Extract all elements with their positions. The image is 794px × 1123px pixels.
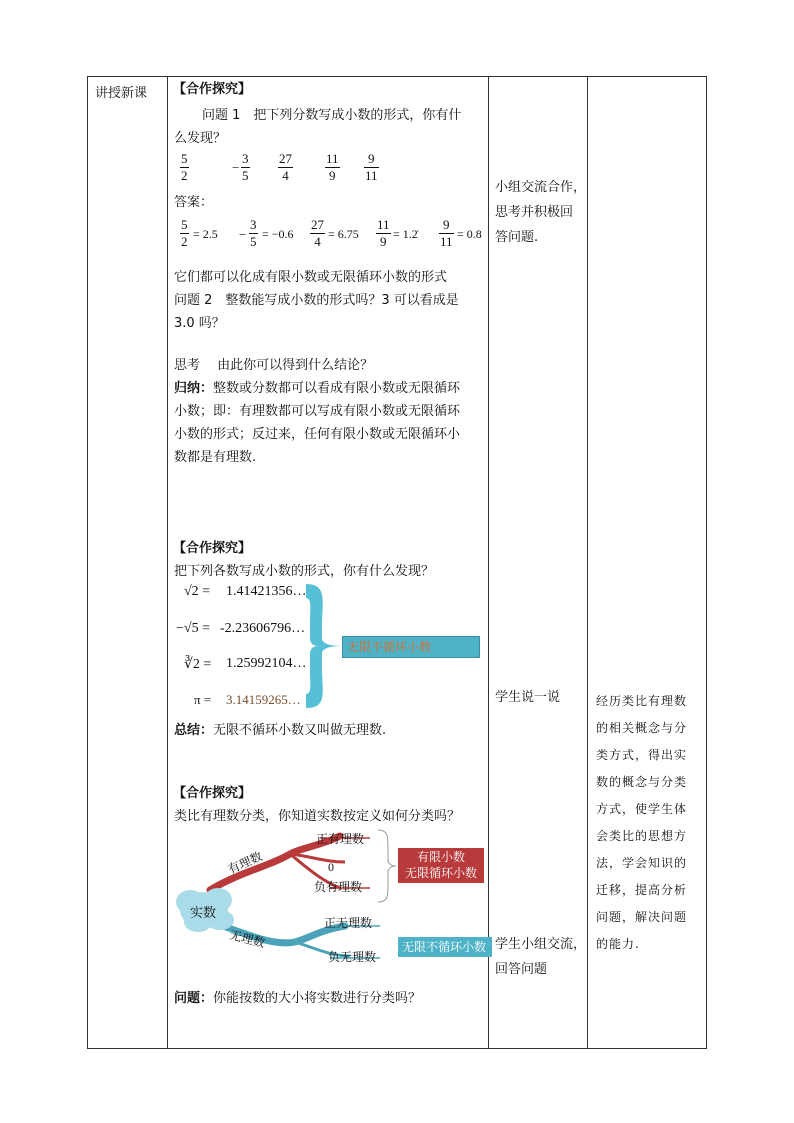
final-question-text: 你能按数的大小将实数进行分类吗？ (213, 991, 422, 1006)
design-intent-line: 数的概念与分类 (596, 775, 688, 789)
irrational-expr: π = (194, 692, 212, 707)
design-intent-line: 法，学会知识的 (596, 856, 688, 870)
conclusion-line4: 数都是有理数. (174, 450, 257, 465)
leaf-pos-irrational: 正无理数 (324, 916, 373, 930)
irrational-value: 1.41421356… (226, 584, 307, 599)
design-intent-line: 问题，解决问题 (596, 910, 688, 924)
table-top-border (87, 76, 707, 77)
conclusion-line3: 小数的形式；反过来，任何有限小数或无限循环小 (174, 427, 461, 442)
irrational-value: 3.14159265… (226, 692, 301, 707)
activity1-line3: 答问题. (495, 230, 539, 245)
section3-prompt: 类比有理数分类，你知道实数按定义如何分类吗？ (174, 809, 461, 824)
section1-heading: 【合作探究】 (173, 82, 252, 97)
branch-label-irrational: 无理数 (228, 927, 267, 951)
irrational-value: 1.25992104… (226, 656, 307, 671)
activity3-line2: 回答问题 (495, 962, 548, 977)
final-question-label: 问题： (174, 991, 214, 1006)
rational-box-line1: 有限小数 (416, 850, 465, 864)
leaf-neg-rational: 负有理数 (314, 880, 363, 894)
answer-result: = 6.75 (328, 227, 359, 241)
col-divider-1 (167, 76, 168, 1049)
design-intent-line: 经历类比有理数 (596, 694, 688, 708)
fraction: 3 5 (242, 151, 249, 183)
fraction: 5 2 (181, 151, 188, 183)
table-right-border (706, 76, 707, 1049)
cloud-label-real: 实数 (190, 906, 217, 921)
activity3-line1: 学生小组交流， (495, 937, 587, 952)
conclusion-line1 (174, 377, 460, 396)
branch-label-rational: 有理数 (225, 849, 265, 877)
rational-box-line2: 无限循环小数 (404, 866, 477, 880)
think-prompt: 思考 由此你可以得到什么结论？ (174, 358, 374, 373)
question1-line1: 问题 1 把下列分数写成小数的形式，你有什 (202, 108, 462, 123)
col-divider-3 (587, 76, 588, 1049)
design-intent-line: 类方式，得出实 (596, 748, 688, 762)
conclusion-label: 归纳： (174, 381, 214, 396)
question2-line1: 问题 2 整数能写成小数的形式吗？3 可以看成是 (174, 293, 459, 308)
irrational-box-label: 无限不循环小数 (347, 640, 432, 654)
irrational-box (342, 636, 480, 658)
answer-fraction: 11 9 (377, 217, 390, 249)
irrational-expr: ∛2 = (184, 657, 212, 672)
answer-result: = 0.8 (457, 227, 482, 241)
conclusion-line2: 小数；即：有理数都可以写成有限小数或无限循环 (174, 404, 461, 419)
table-left-border (87, 76, 88, 1049)
irrational-value: -2.23606796… (220, 621, 306, 636)
section3-heading: 【合作探究】 (173, 786, 252, 801)
fraction: 9 11 (365, 151, 378, 183)
conclusion-text: 整数或分数都可以看成有限小数或无限循环 (213, 381, 461, 396)
design-intent-line: 的相关概念与分 (596, 721, 688, 735)
summary-label: 总结： (174, 723, 214, 738)
question2-line2: 3.0 吗？ (174, 316, 225, 331)
irrational-expr: √2 = (184, 584, 211, 599)
stage-label: 讲授新课 (95, 86, 148, 101)
answer-fraction: 9 11 (440, 217, 453, 249)
activity1-line1: 小组交流合作， (495, 180, 587, 195)
rational-observation: 它们都可以化成有限小数或无限循环小数的形式 (174, 270, 448, 285)
leaf-pos-rational: 正有理数 (316, 832, 365, 846)
question1-line2: 么发现？ (174, 131, 227, 146)
fraction: 11 9 (326, 151, 339, 183)
irrational-expr: −√5 = (176, 621, 210, 636)
design-intent-line: 的能力. (596, 937, 640, 951)
activity2: 学生说一说 (495, 690, 561, 705)
leaf-neg-irrational: 负无理数 (328, 950, 377, 964)
fraction: 27 4 (279, 151, 292, 183)
answer-label: 答案： (174, 195, 214, 210)
activity1-line2: 思考并积极回 (495, 205, 574, 220)
answer-fraction: 27 4 (311, 217, 324, 249)
design-intent-line: 会类比的思想方 (596, 829, 688, 843)
answer-result: = −0.6 (262, 227, 294, 241)
fraction-sign: − (232, 160, 240, 175)
irrational-class-box (398, 937, 492, 957)
answer-result: = 1.2̇ (393, 227, 418, 241)
answer-fraction: 5 2 (181, 217, 188, 249)
design-intent-line: 方式，使学生体 (596, 802, 688, 816)
answer-fraction: 3 5 (250, 217, 257, 249)
summary-text: 无限不循环小数又叫做无理数. (213, 723, 387, 738)
design-intent-line: 迁移，提高分析 (596, 883, 688, 897)
table-bottom-border (87, 1048, 707, 1049)
irrational-class-box-label: 无限不循环小数 (402, 940, 487, 954)
section2-heading: 【合作探究】 (173, 541, 252, 556)
rational-box (398, 848, 484, 883)
leaf-zero: 0 (328, 860, 334, 874)
summary-line (174, 719, 386, 738)
final-question (174, 987, 421, 1006)
answer-result: = 2.5 (193, 227, 218, 241)
section2-prompt: 把下列各数写成小数的形式，你有什么发现？ (174, 564, 435, 579)
answer-sign: − (239, 227, 247, 242)
